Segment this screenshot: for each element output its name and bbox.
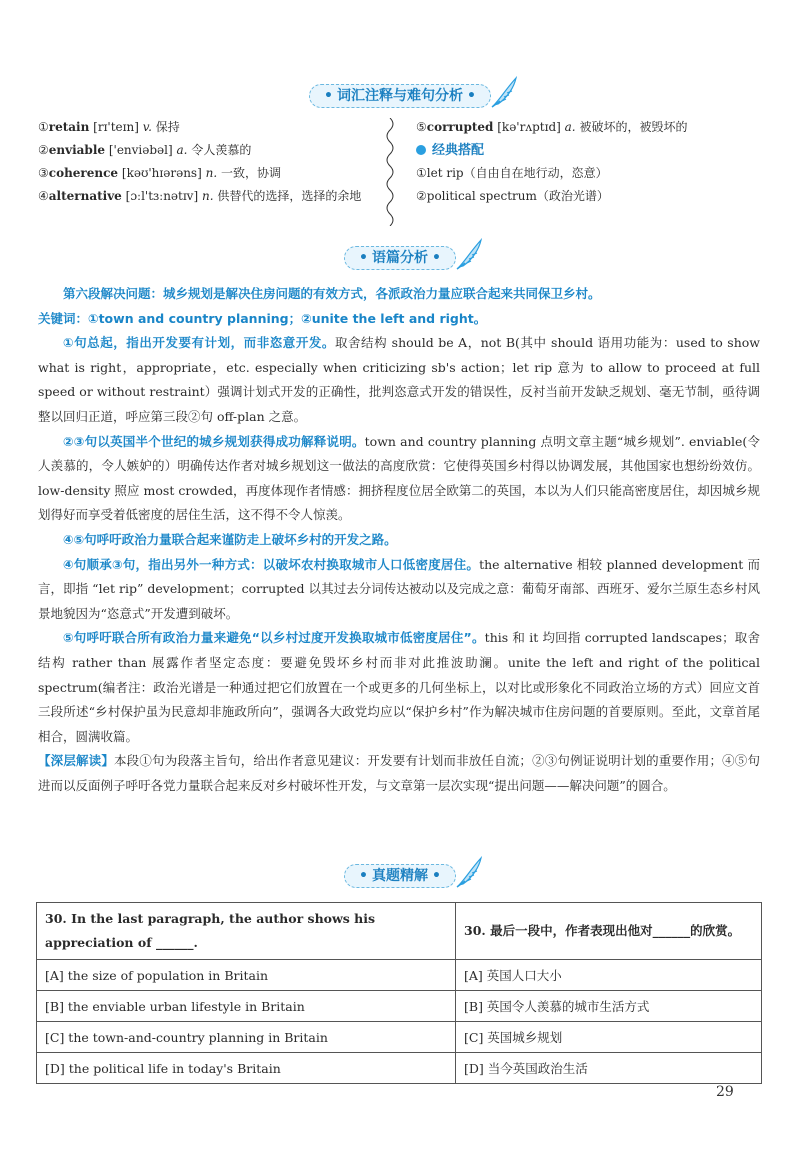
vocab-item: ⑤corrupted [kə'rʌptɪd] a. 被破坏的，被毁坏的 [416,120,688,134]
analysis-paragraph: ⑤句呼吁联合所有政治力量来避免“以乡村过度开发换取城市低密度居住”。this 和 it 均回指 corrupted landscapes；取舍结构 rather than 展露作者坚定态度：要避免毁坏乡村而非对此推波助澜。unite the left and right of the political spectrum(编者注：政治光谱是一种通过把它们放置在一个或更多的几何坐标上，以对比或形象化不同政治立场的方式）回应文首三段所述“乡村保护虽为民意却非施政所向”，强调各大政党均应以“保护乡村”作为解决城市住房问题的首要原则。至此，文章首尾相合，圆满收篇。 [38,630,760,744]
para-heading: 第六段解决问题：城乡规划是解决住房问题的有效方式，各派政治力量应联合起来共同保卫乡村。 [63,286,601,301]
quill-pen-icon [455,237,485,271]
question-stem-en: 30. In the last paragraph, the author shows his appreciation of ______. [37,903,456,960]
questions-section-title: 真题精解 [372,868,428,884]
question-table [36,902,762,1084]
page-number: 29 [716,1084,734,1100]
deep-reading: 【深层解读】本段①句为段落主旨句，给出作者意见建议：开发要有计划而非放任自流；②③句例证说明计划的重要作用；④⑤句进而以反面例子呼吁各党力量联合起来反对乡村破坏性开发，与文章第一层次实现“提出问题——解决问题”的圆合。 [38,753,760,793]
option-en: [B] the enviable urban lifestyle in Britain [37,991,456,1022]
question-stem-zh: 30. 最后一段中，作者表现出他对______的欣赏。 [456,903,762,960]
option-en: [D] the political life in today's Britain [37,1053,456,1084]
option-row [37,960,762,991]
option-row [37,1022,762,1053]
keywords: 关键词：①town and country planning；②unite the left and right。 [38,310,487,326]
option-row [37,1053,762,1084]
phrase-item: ①let rip（自由自在地行动，恣意） [416,166,608,180]
option-zh: [D] 当今英国政治生活 [456,1053,762,1084]
vocab-item: ②enviable ['enviəbəl] a. 令人羡慕的 [38,143,252,157]
vocab-item: ①retain [rɪ'teɪn] v. 保持 [38,120,180,134]
option-en: [C] the town-and-country planning in Britain [37,1022,456,1053]
option-en: [A] the size of population in Britain [37,960,456,991]
analysis-section-banner: • 语篇分析 • [0,246,800,276]
vocab-section-title: 词汇注释与难句分析 [337,88,463,104]
phrase-item: ②political spectrum（政治光谱） [416,189,609,203]
vocab-item: ③coherence [kəʊ'hɪərəns] n. 一致，协调 [38,166,281,180]
analysis-paragraph: ②③句以英国半个世纪的城乡规划获得成功解释说明。town and country planning 点明文章主题“城乡规划”. enviable(令人羡慕的，令人嫉妒的）明确传达作者对城乡规划这一做法的高度欣赏：它使得英国乡村得以协调发展，其他国家也想纷纷效仿。low-density 照应 most crowded，再度体现作者情感：拥挤程度位居全欧第二的英国，本以为人们只能高密度居住，却因城乡规划得好而享受着低密度的居住生活，这不得不令人惊羡。 [38,433,760,523]
quill-pen-icon [490,75,520,109]
option-zh: [C] 英国城乡规划 [456,1022,762,1053]
analysis-paragraph: ④句顺承③句，指出另外一种方式：以破坏农村换取城市人口低密度居住。the alternative 相较 planned development 而言，即指 “let rip” development；corrupted 以其过去分词传达被动以及完成之意：葡萄牙南部、西班牙、爱尔兰原生态乡村风景地貌因为“恣意式”开发遭到破坏。 [38,556,760,621]
question-stem-row [37,903,762,960]
phrases-heading: 经典搭配 [416,139,766,162]
questions-section-banner: • 真题精解 • [0,864,800,894]
option-row [37,991,762,1022]
wavy-divider [383,118,397,226]
quill-pen-icon [455,855,485,889]
vocab-block [38,116,768,226]
option-zh: [A] 英国人口大小 [456,960,762,991]
analysis-paragraph: ④⑤句呼吁政治力量联合起来谨防走上破坏乡村的开发之路。 [63,531,397,547]
vocab-left-column [38,116,373,208]
analysis-section-title: 语篇分析 [372,250,428,266]
analysis-paragraph: ①句总起，指出开发要有计划，而非恣意开发。取舍结构 should be A，not B(其中 should 语用功能为：used to show what is right，appropriate，etc. especially when criticizing sb's action；let rip 意为 to allow to proceed at full speed or without restraint）强调计划式开发的正确性，批判恣意式开发的错误性，反衬当前开发缺乏规划、毫无节制，亟待调整以回归正道，呼应第三段②句 off-plan 之意。 [38,335,760,424]
vocab-right-column [416,116,766,208]
vocab-item: ④alternative [ɔːl'tɜːnətɪv] n. 供替代的选择，选择的余地 [38,189,362,203]
bullet-icon [416,145,426,155]
analysis-block [38,282,760,798]
option-zh: [B] 英国令人羡慕的城市生活方式 [456,991,762,1022]
vocab-section-banner: • 词汇注释与难句分析 • [0,84,800,114]
